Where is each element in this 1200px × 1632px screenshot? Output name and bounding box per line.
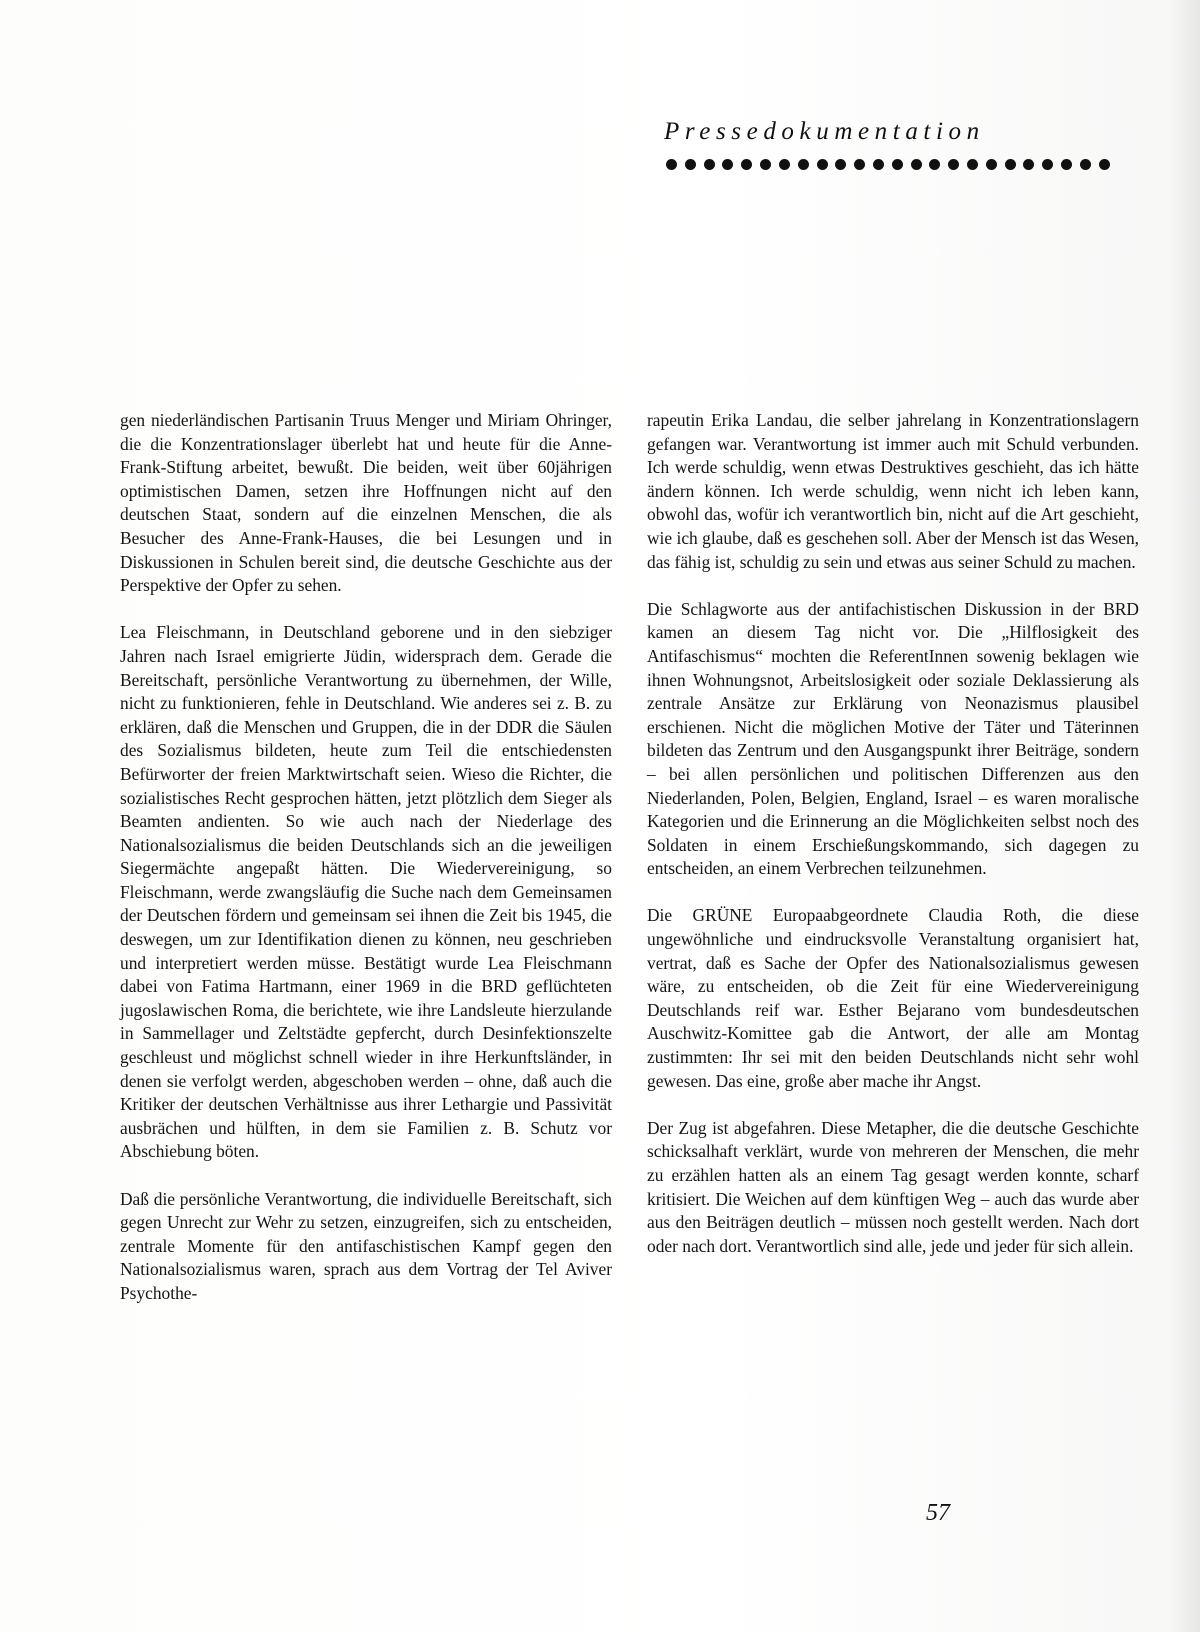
paragraph: Die Schlagworte aus der antifachistischen Diskussion in der BRD kamen an diesem Tag nicht vor. Die „Hilflosigkeit des Antifaschismus“ mochten die ReferentInnen sowenig beklagen wie ihnen Wohnungsnot, Arbeitslosigkeit oder soziale Deklassierung als zentrale Ansätze zur Erklärung von Neonazismus plausibel erschienen. Nicht die möglichen Motive der Täter und Täterinnen bildeten das Zentrum und den Ausgangspunkt ihrer Beiträge, sondern – bei allen persönlichen und politischen Differenzen aus den Niederlanden, Polen, Belgien, England, Israel – es waren moralische Kategorien und die Erinnerung an die Möglichkeiten selbst noch des Soldaten in einem Erschießungskommando, sich dagegen zu entscheiden, an einem Verbrechen teilzunehmen. [647, 598, 1139, 879]
rule-dot [1042, 159, 1053, 170]
rule-dot [741, 159, 752, 170]
rule-dot [873, 159, 884, 170]
rule-dot [1061, 159, 1072, 170]
rule-dot [722, 159, 733, 170]
rule-dot [760, 159, 771, 170]
rule-dot [666, 159, 677, 170]
rule-dot [1080, 159, 1091, 170]
paragraph: gen niederländischen Partisanin Truus Menger und Miriam Ohringer, die die Konzentrationslager überlebt hat und heute für die Anne-Frank-Stiftung arbeitet, bewußt. Die beiden, weit über 60jährigen optimistischen Damen, setzen ihre Hoffnungen nicht auf den deutschen Staat, sondern auf die einzelnen Menschen, die als Besucher des Anne-Frank-Hauses, die bei Lesungen und in Diskussionen in Schulen bereit sind, die deutsche Geschichte aus der Perspektive der Opfer zu sehen. [120, 410, 612, 596]
rule-dot [929, 159, 940, 170]
page-edge-shadow [1170, 0, 1200, 1632]
rule-dot [948, 159, 959, 170]
page-number: 57 [926, 1500, 950, 1526]
paragraph: Der Zug ist abgefahren. Diese Metapher, die die deutsche Geschichte schicksalhaft verklärt, wurde von mehreren der Menschen, die mehr zu erzählen hatten als an einem Tag gesagt werden konnte, scharf kritisiert. Die Weichen auf dem künftigen Weg – auch das wurde aber aus den Beiträgen deutlich – müssen noch gestellt werden. Nach dort oder nach dort. Verantwortlich sind alle, jede und jeder für sich allein. [647, 1117, 1139, 1256]
rule-dot [967, 159, 978, 170]
rule-dot [892, 159, 903, 170]
paragraph: Daß die persönliche Verantwortung, die individuelle Bereitschaft, sich gegen Unrecht zur Wehr zu setzen, einzugreifen, sich zu entscheiden, zentrale Momente für den antifaschistischen Kampf gegen den Nationalsozialismus waren, sprach aus dem Vortrag der Tel Aviver Psychothe- [120, 1188, 612, 1303]
rule-dot [779, 159, 790, 170]
paragraph: rapeutin Erika Landau, die selber jahrelang in Konzentrationslagern gefangen war. Verantwortung ist immer auch mit Schuld verbunden. Ich werde schuldig, wenn etwas Destruktives geschieht, das ich hätte ändern können. Ich werde schuldig, wenn nicht ich leben kann, obwohl das, wofür ich verantwortlich bin, nicht auf die Art geschieht, wie ich glaube, daß es geschehen soll. Aber der Mensch ist das Wesen, das fähig ist, schuldig zu sein und etwas aus seiner Schuld zu machen. [647, 410, 1139, 572]
rule-dot [1023, 159, 1034, 170]
rule-dot [1099, 159, 1110, 170]
rule-dot [911, 159, 922, 170]
dotted-rule [666, 157, 1110, 171]
rule-dot [986, 159, 997, 170]
rule-dot [1005, 159, 1016, 170]
rule-dot [854, 159, 865, 170]
rule-dot [685, 159, 696, 170]
rule-dot [835, 159, 846, 170]
right-text-column [647, 409, 1139, 1282]
section-header-title: Pressedokumentation [664, 118, 985, 145]
rule-dot [817, 159, 828, 170]
rule-dot [704, 159, 715, 170]
left-text-column [120, 409, 612, 1329]
paragraph: Lea Fleischmann, in Deutschland geborene und in den siebziger Jahren nach Israel emigrierte Jüdin, widersprach dem. Gerade die Bereitschaft, persönliche Verantwortung zu übernehmen, der Wille, nicht zu funktionieren, fehle in Deutschland. Wie anderes sei z. B. zu erklären, daß die Menschen und Gruppen, die in der DDR die Säulen des Sozialismus bildeten, heute zum Teil die entschiedensten Befürworter der freien Marktwirtschaft seien. Wieso die Richter, die sozialistisches Recht gesprochen hätten, jetzt plötzlich dem Sieger als Beamten andienten. So wie auch nach der Niederlage des Nationalsozialismus die beiden Deutschlands sich an die jeweiligen Siegermächte angepaßt hätten. Die Wiedervereinigung, so Fleischmann, werde zwangsläufig die Suche nach dem Gemeinsamen der Deutschen fördern und gemeinsam sei ihnen die Zeit bis 1945, die deswegen, um zur Identifikation dienen zu können, neu geschrieben und interpretiert werden müsse. Bestätigt wurde Lea Fleischmann dabei von Fatima Hartmann, einer 1969 in die BRD geflüchteten jugoslawischen Roma, die berichtete, wie ihre Landsleute hierzulande in Sammellager und Zeltstädte gepfercht, durch Desinfektionszelte geschleust und möglichst schnell wieder in ihre Herkunftsländer, in denen sie verfolgt werden, abgeschoben werden – ohne, daß auch die Kritiker der deutschen Verhältnisse aus ihrer Lethargie und Passivität ausbrächen und hülften, in dem sie Familien z. B. Schutz vor Abschiebung böten. [120, 622, 612, 1162]
paragraph: Die GRÜNE Europaabgeordnete Claudia Roth, die diese ungewöhnliche und eindrucksvolle Veranstaltung organisiert hat, vertrat, daß es Sache der Opfer des Nationalsozialismus gewesen wäre, zu entscheiden, ob die Zeit für eine Wiedervereinigung Deutschlands reif war. Esther Bejarano vom bundesdeutschen Auschwitz-Komittee gab die Antwort, der alle am Montag zustimmten: Ihr sei mit den beiden Deutschlands nicht sehr wohl gewesen. Das eine, große aber mache ihr Angst. [647, 905, 1139, 1091]
rule-dot [798, 159, 809, 170]
